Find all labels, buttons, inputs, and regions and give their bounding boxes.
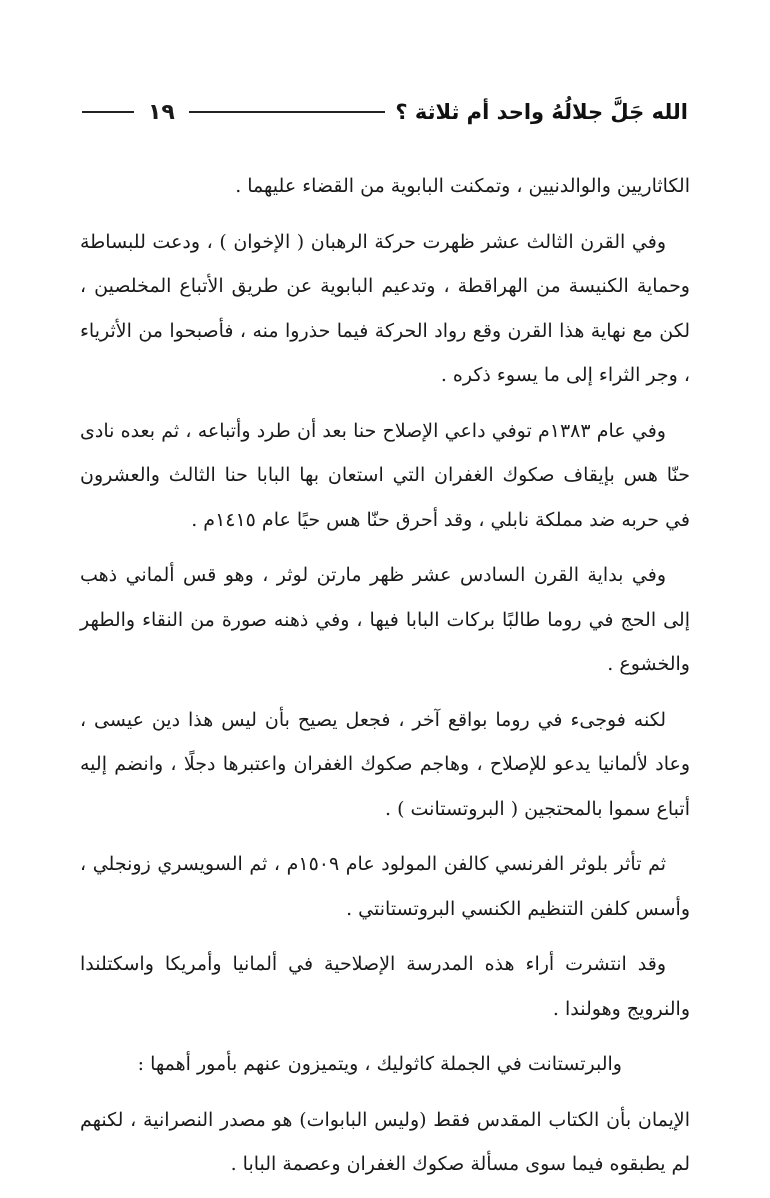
header-rule-short [82, 111, 134, 113]
paragraph: الإيمان بأن الكتاب المقدس فقط (وليس البابوات) هو مصدر النصرانية ، لكنهم لم يطبقوه فيما سوى مسألة صكوك الغفران وعصمة البابا . [80, 1108, 690, 1175]
paragraph: ثم تأثر بلوثر الفرنسي كالفن المولود عام ١٥٠٩م ، ثم السويسري زونجلي ، وأسس كلفن التنظيم الكنسي البروتستانتي . [80, 853, 690, 920]
paragraph: وفي القرن الثالث عشر ظهرت حركة الرهبان ( الإخوان ) ، ودعت للبساطة وحماية الكنيسة من الهراقطة ، وتدعيم البابوية عن طريق الأتباع المخلصين ، لكن مع نهاية هذا القرن وقع رواد الحركة فيما حذروا منه ، فأصبحوا من الأثرياء ، وجر الثراء إلى ما يسوء ذكره . [80, 230, 690, 386]
running-header [82, 92, 688, 132]
paragraph: وقد انتشرت أراء هذه المدرسة الإصلاحية في ألمانيا وأمريكا واسكتلندا والنرويج وهولندا . [80, 953, 690, 1020]
paragraph: وفي بداية القرن السادس عشر ظهر مارتن لوثر ، وهو قس ألماني ذهب إلى الحج في روما طالبًا بركات البابا فيها ، وفي ذهنه صورة من النقاء والطهر والخشوع . [80, 564, 690, 675]
paragraph: والبرتستانت في الجملة كاثوليك ، ويتميزون عنهم بأمور أهمها : [137, 1053, 622, 1075]
body-text [80, 164, 690, 1198]
paragraph: لكنه فوجىء في روما بواقع آخر ، فجعل يصيح بأن ليس هذا دين عيسى ، وعاد لألمانيا يدعو للإصلاح ، وهاجم صكوك الغفران واعتبرها دجلًا ، وانضم إليه أتباع سموا بالمحتجين ( البروتستانت ) . [80, 708, 690, 820]
paragraph: وفي عام ١٣٨٣م توفي داعي الإصلاح حنا بعد أن طرد وأتباعه ، ثم بعده نادى حنّا هس بإيقاف صكوك الغفران التي استعان بها البابا حنا الثالث والعشرون في حربه ضد مملكة نابلي ، وقد أحرق حنّا هس حيًا عام ١٤١٥م . [80, 419, 690, 531]
header-title: الله جَلَّ جلالُهُ واحد أم ثلاثة ؟ [395, 100, 688, 124]
page-number: ١٩ [148, 99, 175, 125]
header-rule [189, 111, 386, 113]
paragraph: الكاثاريين والوالدنيين ، وتمكنت البابوية من القضاء عليهما . [235, 175, 690, 197]
